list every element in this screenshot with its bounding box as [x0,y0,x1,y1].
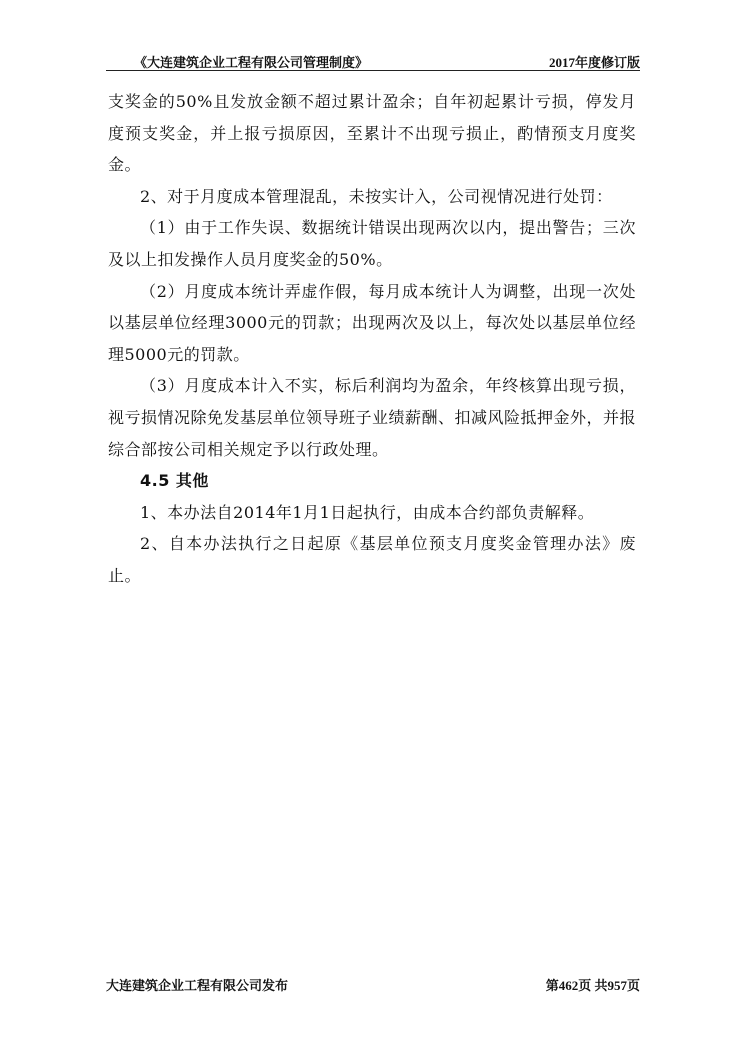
page-footer [106,975,640,995]
page-number: 第462页 共957页 [545,978,640,993]
paragraph-other-1: 1、本办法自2014年1月1日起执行，由成本合约部负责解释。 [140,502,595,522]
edition-label: 2017年度修订版 [548,55,640,70]
paragraph-subitem-1: （1）由于工作失误、数据统计错误出现两次以内，提出警告；三次及以上扣发操作人员月度奖金的50%。 [108,218,636,269]
paragraph-other-2: 2、自本办法执行之日起原《基层单位预支月度奖金管理办法》废止。 [108,534,636,585]
paragraph-item-2: 2、对于月度成本管理混乱，未按实计入，公司视情况进行处罚： [140,186,613,206]
paragraph-continuation: 支奖金的50%且发放金额不超过累计盈余；自年初起累计亏损，停发月度预支奖金，并上报亏损原因，至累计不出现亏损止，酌情预支月度奖金。 [108,92,636,175]
document-body [108,86,636,592]
paragraph-subitem-3: （3）月度成本计入不实，标后利润均为盈余，年终核算出现亏损，视亏损情况除免发基层单位领导班子业绩薪酬、扣减风险抵押金外，并报综合部按公司相关规定予以行政处理。 [108,376,637,459]
page-header [106,50,640,71]
publisher-label: 大连建筑企业工程有限公司发布 [106,978,289,993]
document-title: 《大连建筑企业工程有限公司管理制度》 [134,55,369,70]
section-heading: 4.5 其他 [140,471,209,491]
paragraph-subitem-2: （2）月度成本统计弄虚作假，每月成本统计人为调整，出现一次处以基层单位经理3000元的罚款；出现两次及以上，每次处以基层单位经理5000元的罚款。 [108,281,636,364]
